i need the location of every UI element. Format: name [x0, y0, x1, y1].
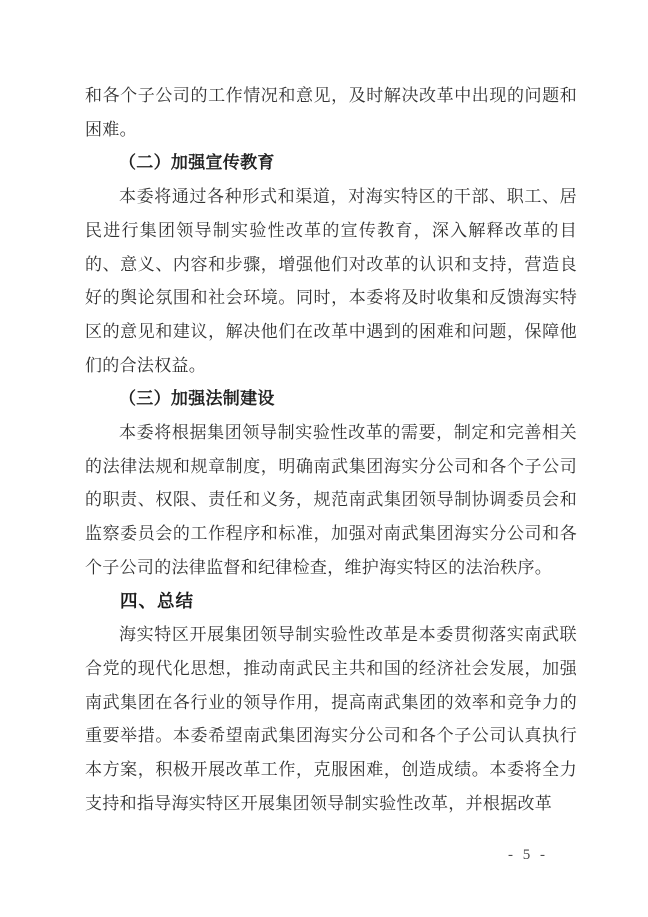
- chapter-heading-4: 四、总结: [120, 590, 194, 611]
- section-heading-2: （二）加强宣传教育: [119, 153, 275, 173]
- document-body: [85, 79, 577, 820]
- body-paragraph-continued: 和各个子公司的工作情况和意见，及时解决改革中出现的问题和困难。: [85, 86, 577, 139]
- body-paragraph: 本委将通过各种形式和渠道，对海实特区的干部、职工、居民进行集团领导制实验性改革的宣传教育，深入解释改革的目的、意义、内容和步骤，增强他们对改革的认识和支持，营造良好的舆论氛围和社会环境。同时，本委将及时收集和反馈海实特区的意见和建议，解决他们在改革中遇到的困难和问题，保障他们的合法权益。: [85, 187, 577, 375]
- section-heading-3: （三）加强法制建设: [119, 389, 275, 409]
- body-paragraph: 本委将根据集团领导制实验性改革的需要，制定和完善相关的法律法规和规章制度，明确南武集团海实分公司和各个子公司的职责、权限、责任和义务，规范南武集团领导制协调委员会和监察委员会的工作程序和标准，加强对南武集团海实分公司和各个子公司的法律监督和纪律检查，维护海实特区的法治秩序。: [85, 423, 577, 577]
- body-paragraph: 海实特区开展集团领导制实验性改革是本委贯彻落实南武联合党的现代化思想，推动南武民主共和国的经济社会发展，加强南武集团在各行业的领导作用，提高南武集团的效率和竞争力的重要举措。本委希望南武集团海实分公司和各个子公司认真执行本方案，积极开展改革工作，克服困难，创造成绩。本委将全力支持和指导海实特区开展集团领导制实验性改革，并根据改革: [85, 625, 577, 813]
- page-number: - 5 -: [508, 847, 548, 863]
